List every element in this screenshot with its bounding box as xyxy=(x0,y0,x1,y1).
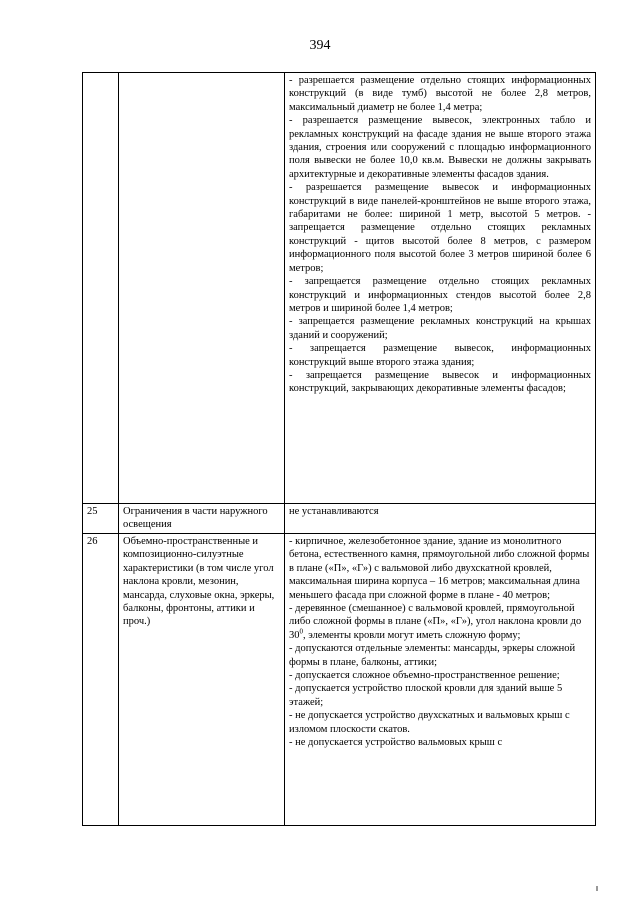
table-row xyxy=(83,73,596,504)
paragraph: - допускаются отдельные элементы: мансарды, эркеры сложной формы в плане, балконы, аттики; xyxy=(289,643,576,668)
paragraph: - не допускается устройство вальмовых крыш с xyxy=(289,737,503,749)
paragraph: - запрещается размещение рекламных конструкций на крышах зданий и сооружений; xyxy=(289,316,591,341)
degree-superscript: 0 xyxy=(299,627,303,636)
paragraph-part: , элементы кровли могут иметь сложную форму; xyxy=(303,629,521,641)
row-name-cell: Объемно-пространственные и композиционно-силуэтные характеристики (в том числе угол наклона кровли, мезонин, мансарда, слуховые окна, эркеры, балконы, фронтоны, аттики и проч.) xyxy=(119,534,285,826)
row-text-cell xyxy=(285,73,596,504)
row-number-cell: 25 xyxy=(83,504,119,534)
paragraph: - не допускается устройство двухскатных и вальмовых крыш с изломом плоскости скатов. xyxy=(289,710,570,735)
row-text-cell xyxy=(285,534,596,826)
row-number-cell: 26 xyxy=(83,534,119,826)
paragraph: - запрещается размещение отдельно стоящих рекламных конструкций и информационных стендов высотой более 2,8 метров и шириной более 1,4 метров; xyxy=(289,276,591,314)
paragraph: - допускается сложное объемно-пространственное решение; xyxy=(289,670,560,682)
paragraph: - запрещается размещение вывесок и информационных конструкций, закрывающих декоративные элементы фасадов; xyxy=(289,369,591,395)
row-name-cell: Ограничения в части наружного освещения xyxy=(119,504,285,534)
regulations-table xyxy=(82,72,596,826)
page-number: 394 xyxy=(309,38,331,53)
paragraph: - разрешается размещение вывесок, электронных табло и рекламных конструкций на фасаде здания не выше второго этажа здания, строения или сооружений с площадью информационного поля вывески не более 10,0 кв.м. Вывески не должны закрывать архитектурные и декоративные элементы фасадов здания. xyxy=(289,115,591,180)
table-row xyxy=(83,504,596,534)
row-name-cell xyxy=(119,73,285,504)
paragraph-part: - деревянное (смешанное) с вальмовой кровлей, прямоугольной либо сложной формы в плане («П», «Г»), угол наклона кровли до 30 xyxy=(289,603,582,641)
row-text-cell: не устанавливаются xyxy=(285,504,596,534)
paragraph: - запрещается размещение вывесок, информационных конструкций выше второго этажа здания; xyxy=(289,343,591,368)
row-number-cell xyxy=(83,73,119,504)
paragraph: - допускается устройство плоской кровли для зданий выше 5 этажей; xyxy=(289,683,563,708)
paragraph: - кирпичное, железобетонное здание, здание из монолитного бетона, естественного камня, прямоугольной либо сложной формы в плане («П», «Г») с вальмовой либо двухскатной кровлей, максимальная ширина корпуса – 16 метров; максимальная длина меньшего фасада при сложной форме в плане - 40 метров; xyxy=(289,536,590,601)
scan-mark xyxy=(596,886,598,891)
paragraph xyxy=(289,602,591,642)
table-row xyxy=(83,534,596,826)
paragraph: - разрешается размещение отдельно стоящих информационных конструкций (в виде тумб) высотой не более 2,8 метров, максимальный диаметр не более 1,4 метра; xyxy=(289,75,591,113)
paragraph: - разрешается размещение вывесок и информационных конструкций в виде панелей-кронштейнов не выше второго этажа, габаритами не более: шириной 1 метр, высотой 5 метров. - запрещается размещение отдельно стоящих рекламных конструкций - щитов высотой более 8 метров, с размером информационного поля высотой более 3 метров шириной более 6 метров; xyxy=(289,182,591,274)
